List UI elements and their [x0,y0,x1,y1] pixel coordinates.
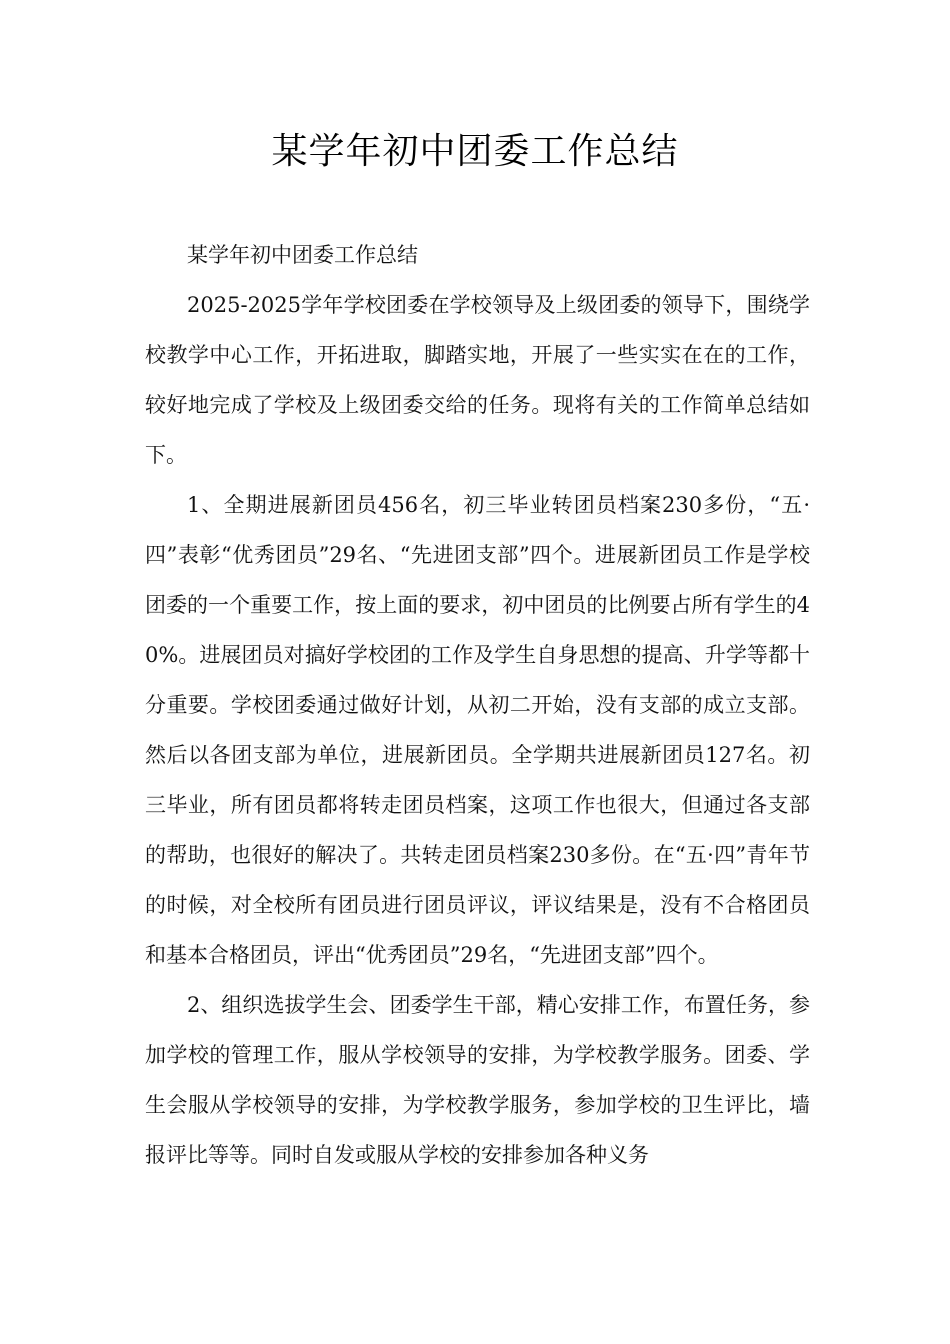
document-subtitle: 某学年初中团委工作总结 [187,243,418,267]
paragraph-item-2: 2、组织选拔学生会、团委学生干部，精心安排工作，布置任务，参加学校的管理工作，服从学校领导的安排，为学校教学服务。团委、学生会服从学校领导的安排，为学校教学服务，参加学校的卫生评比，墙报评比等等。同时自发或服从学校的安排参加各种义务 [145,993,810,1167]
document-title: 某学年初中团委工作总结 [271,131,679,172]
paragraph-intro: 2025-2025学年学校团委在学校领导及上级团委的领导下，围绕学校教学中心工作，开拓进取，脚踏实地，开展了一些实实在在的工作，较好地完成了学校及上级团委交给的任务。现将有关的工作简单总结如下。 [145,293,810,467]
paragraph-item-1: 1、全期进展新团员456名，初三毕业转团员档案230多份，“五·四”表彰“优秀团员”29名、“先进团支部”四个。进展新团员工作是学校团委的一个重要工作，按上面的要求，初中团员的比例要占所有学生的40%。进展团员对搞好学校团的工作及学生自身思想的提高、升学等都十分重要。学校团委通过做好计划，从初二开始，没有支部的成立支部。然后以各团支部为单位，进展新团员。全学期共进展新团员127名。初三毕业，所有团员都将转走团员档案，这项工作也很大，但通过各支部的帮助，也很好的解决了。共转走团员档案230多份。在“五·四”青年节的时候，对全校所有团员进行团员评议，评议结果是，没有不合格团员和基本合格团员，评出“优秀团员”29名，“先进团支部”四个。 [145,493,810,967]
document-body [145,230,810,1180]
